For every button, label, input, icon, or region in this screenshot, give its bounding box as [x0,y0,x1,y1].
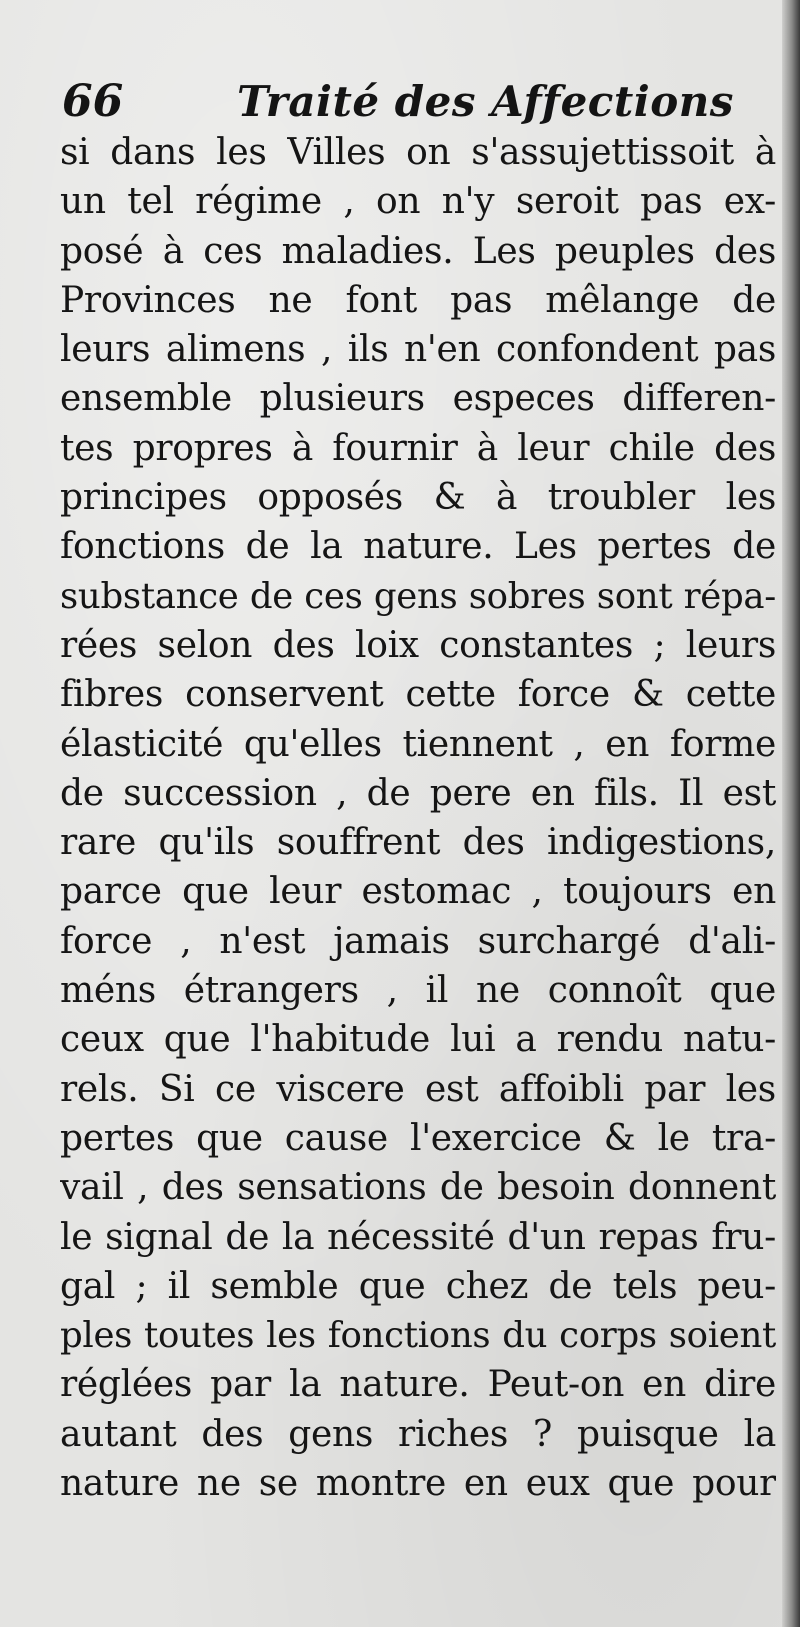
text-line: rare qu'ils souffrent des indigestions, [60,822,776,864]
text-line: nature ne se montre en eux que pour [60,1463,776,1505]
text-line: posé à ces maladies. Les peuples des [60,230,776,272]
text-line: fibres conservent cette force & cette [60,674,776,716]
text-line: ensemble plusieurs especes differen- [60,378,776,420]
page-number: 66 [62,76,124,127]
text-line: gal ; il semble que chez de tels peu- [60,1265,776,1307]
page-header [62,72,762,132]
text-line: fonctions de la nature. Les pertes de [60,526,776,568]
text-line: un tel régime , on n'y seroit pas ex- [60,181,776,223]
running-title: Traité des Affections [237,77,734,126]
text-line: ples toutes les fonctions du corps soient [60,1315,776,1357]
text-line: si dans les Villes on s'assujettissoit à [60,132,776,173]
text-line: le signal de la nécessité d'un repas fru- [60,1216,776,1258]
body-text [60,128,776,1508]
text-line: Provinces ne font pas mêlange de [60,279,776,321]
text-line: méns étrangers , il ne connoît que [60,970,776,1012]
text-line: réglées par la nature. Peut-on en dire [60,1364,776,1406]
text-line: substance de ces gens sobres sont répa- [60,575,776,617]
text-line: tes propres à fournir à leur chile des [60,427,776,469]
text-line: principes opposés & à troubler les [60,477,776,519]
text-line: pertes que cause l'exercice & le tra- [60,1117,776,1159]
text-line: élasticité qu'elles tiennent , en forme [60,723,776,765]
page-edge-shadow [782,0,800,1627]
text-line: parce que leur estomac , toujours en [60,871,776,913]
text-line: leurs alimens , ils n'en confondent pas [60,329,776,371]
text-line: rels. Si ce viscere est affoibli par les [60,1068,776,1110]
text-line: force , n'est jamais surchargé d'ali- [60,920,776,962]
text-line: ceux que l'habitude lui a rendu natu- [60,1019,776,1061]
text-line: de succession , de pere en fils. Il est [60,772,776,814]
text-line: rées selon des loix constantes ; leurs [60,624,776,666]
text-line: vail , des sensations de besoin donnent [60,1167,776,1209]
text-line: autant des gens riches ? puisque la [60,1413,776,1455]
